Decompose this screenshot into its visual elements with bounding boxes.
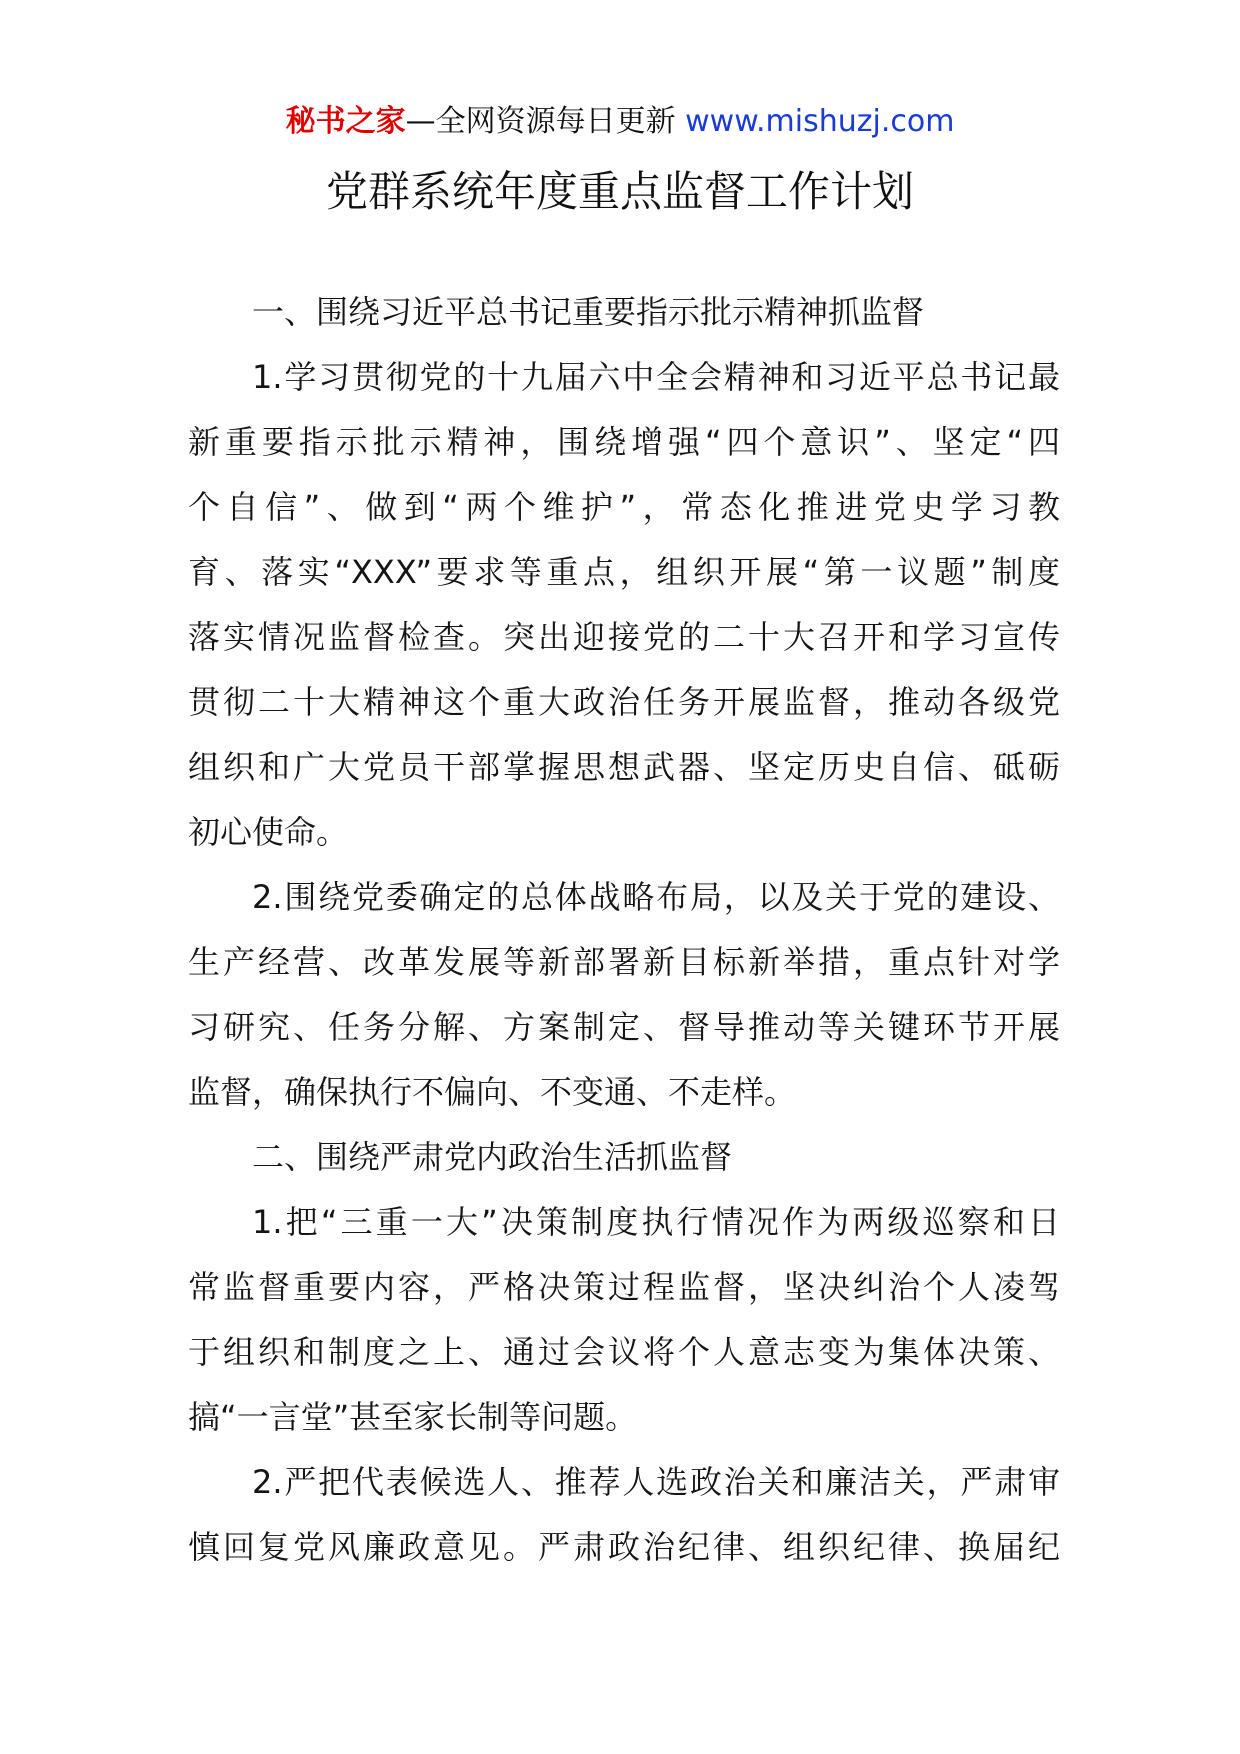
paragraph-line: 搞“一言堂”甚至家长制等问题。 — [188, 1398, 638, 1436]
document-title: 党群系统年度重点监督工作计划 — [325, 167, 914, 216]
paragraph-line: 生产经营、改革发展等新部署新目标新举措，重点针对学 — [188, 943, 1060, 981]
paragraph-line: 监督，确保执行不偏向、不变通、不走样。 — [188, 1073, 797, 1111]
paragraph-line: 习研究、任务分解、方案制定、督导推动等关键环节开展 — [188, 1008, 1060, 1046]
paragraph-line: 贯彻二十大精神这个重大政治任务开展监督，推动各级党 — [188, 683, 1060, 721]
paragraph-line: 慎回复党风廉政意见。严肃政治纪律、组织纪律、换届纪 — [188, 1528, 1060, 1566]
paragraph-line: 新重要指示批示精神，围绕增强“四个意识”、坚定“四 — [188, 423, 1060, 461]
paragraph-line: 1.把“三重一大”决策制度执行情况作为两级巡察和日 — [252, 1203, 1060, 1241]
section-heading: 二、围绕严肃党内政治生活抓监督 — [252, 1138, 733, 1176]
site-banner — [0, 100, 1240, 144]
document-body — [188, 292, 1060, 1592]
site-tagline: —全网资源每日更新 — [405, 104, 676, 139]
section-heading: 一、围绕习近平总书记重要指示批示精神抓监督 — [252, 293, 925, 331]
paragraph-line: 1.学习贯彻党的十九届六中全会精神和习近平总书记最 — [252, 358, 1060, 396]
paragraph-line: 2.围绕党委确定的总体战略布局，以及关于党的建设、 — [252, 878, 1060, 916]
paragraph-line: 常监督重要内容，严格决策过程监督，坚决纠治个人凌驾 — [188, 1268, 1060, 1306]
paragraph-line: 个自信”、做到“两个维护”，常态化推进党史学习教 — [188, 488, 1060, 526]
paragraph-line: 育、落实“XXX”要求等重点，组织开展“第一议题”制度 — [188, 553, 1060, 591]
paragraph-line: 落实情况监督检查。突出迎接党的二十大召开和学习宣传 — [188, 618, 1060, 656]
site-brand: 秘书之家 — [285, 104, 406, 139]
paragraph-line: 初心使命。 — [188, 813, 349, 851]
paragraph-line: 2.严把代表候选人、推荐人选政治关和廉洁关，严肃审 — [252, 1463, 1060, 1501]
site-url-link[interactable]: www.mishuzj.com — [685, 104, 955, 139]
paragraph-line: 于组织和制度之上、通过会议将个人意志变为集体决策、 — [188, 1333, 1060, 1371]
paragraph-line: 组织和广大党员干部掌握思想武器、坚定历史自信、砥砺 — [188, 748, 1060, 786]
